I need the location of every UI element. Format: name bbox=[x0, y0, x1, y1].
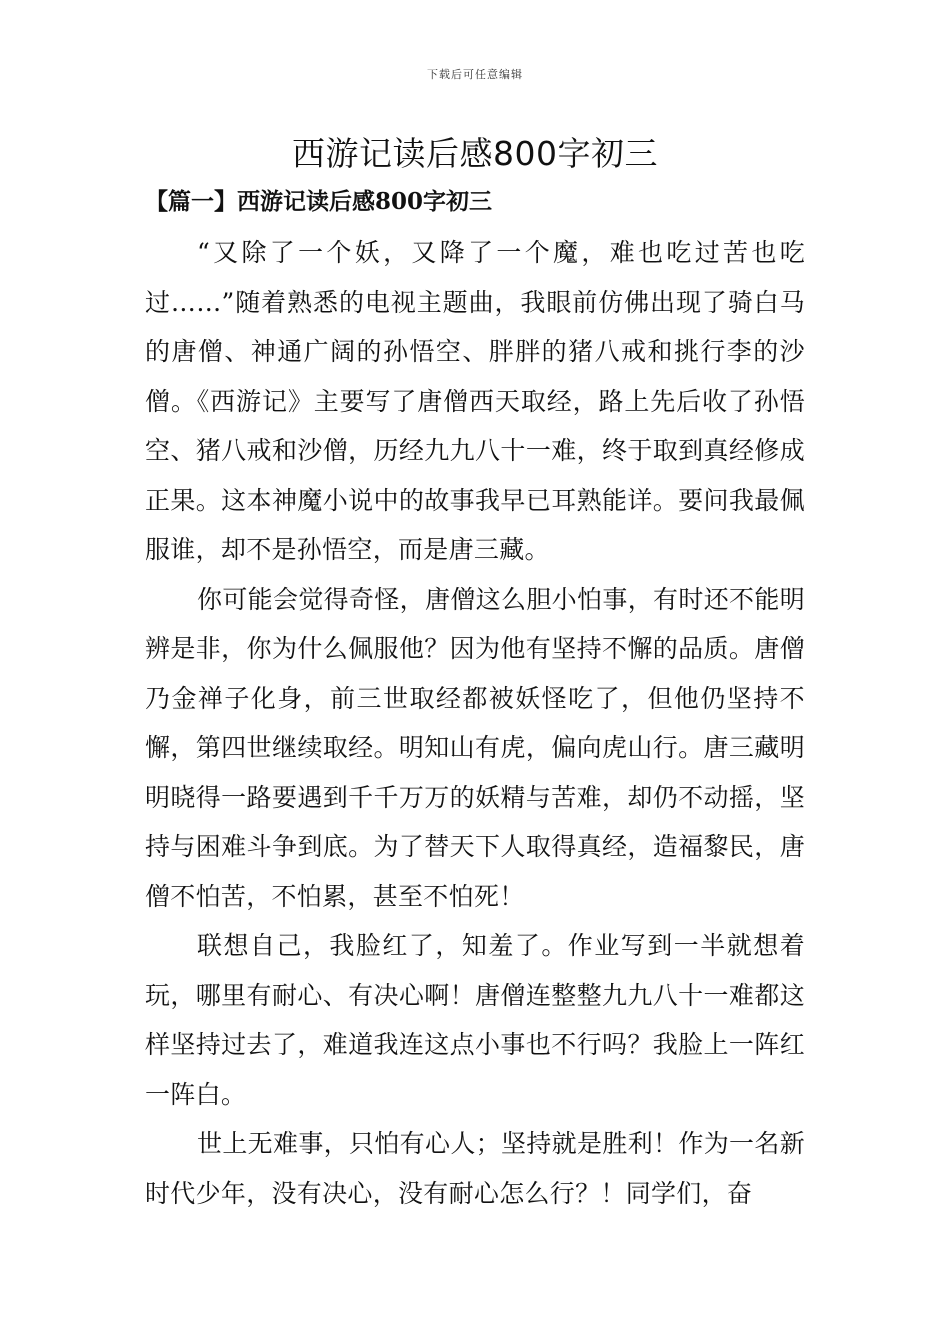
document-title: 西游记读后感800字初三 bbox=[292, 134, 658, 173]
paragraph: 你可能会觉得奇怪，唐僧这么胆小怕事，有时还不能明辨是非，你为什么佩服他？因为他有坚持不懈的品质。唐僧乃金禅子化身，前三世取经都被妖怪吃了，但他仍坚持不懈，第四世继续取经。明知山有虎，偏向虎山行。唐三藏明明晓得一路要遇到千千万万的妖精与苦难，却仍不动摇，坚持与困难斗争到底。为了替天下人取得真经，造福黎民，唐僧不怕苦，不怕累，甚至不怕死！ bbox=[145, 584, 805, 911]
paragraph: “又除了一个妖，又降了一个魔，难也吃过苦也吃过……”随着熟悉的电视主题曲，我眼前仿佛出现了骑白马的唐僧、神通广阔的孙悟空、胖胖的猪八戒和挑行李的沙僧。《西游记》主要写了唐僧西天取经，路上先后收了孙悟空、猪八戒和沙僧，历经九九八十一难，终于取到真经修成正果。这本神魔小说中的故事我早已耳熟能详。要问我最佩服谁，却不是孙悟空，而是唐三藏。 bbox=[145, 238, 805, 564]
paragraph: 世上无难事，只怕有心人；坚持就是胜利！作为一名新时代少年，没有决心，没有耐心怎么行？！同学们，奋 bbox=[145, 1129, 805, 1208]
header-note: 下载后可任意编辑 bbox=[427, 68, 523, 81]
paragraph: 联想自己，我脸红了，知羞了。作业写到一半就想着玩，哪里有耐心、有决心啊！唐僧连整整九九八十一难都这样坚持过去了，难道我连这点小事也不行吗？我脸上一阵红一阵白。 bbox=[145, 931, 805, 1109]
section-heading: 【篇一】西游记读后感800字初三 bbox=[145, 188, 493, 215]
body-text bbox=[145, 228, 805, 1218]
